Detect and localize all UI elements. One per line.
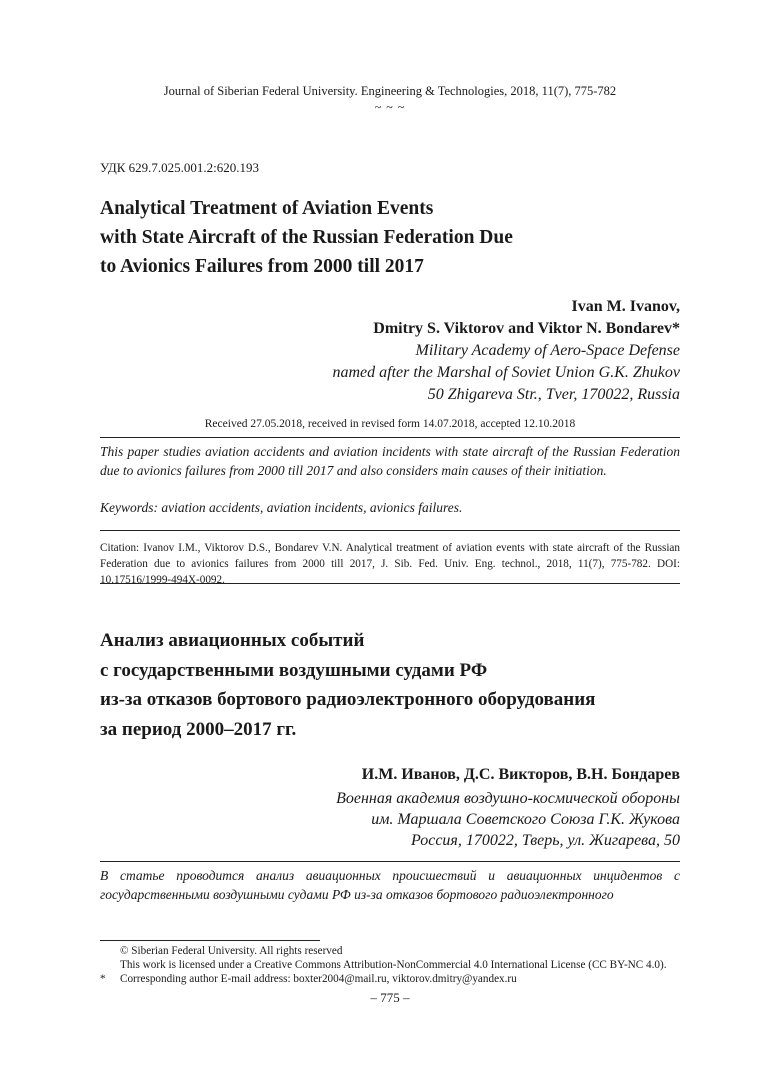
journal-header: Journal of Siberian Federal University. Engineering & Technologies, 2018, 11(7), 775-782 <box>163 84 617 98</box>
copyright-note: © Siberian Federal University. All rights reserved <box>120 945 343 957</box>
affiliation-line: named after the Marshal of Soviet Union G.K. Zhukov <box>332 364 680 381</box>
affiliation-en <box>332 340 680 406</box>
corresponding-note: Corresponding author E-mail address: boxter2004@mail.ru, viktorov.dmitry@yandex.ru <box>120 973 517 985</box>
affiliation-line: им. Маршала Советского Союза Г.К. Жукова <box>371 811 680 828</box>
title-ru <box>100 626 595 744</box>
authors-en <box>373 296 680 340</box>
affiliation-line: Военная академия воздушно-космической обороны <box>336 790 680 807</box>
keywords-en: Keywords: aviation accidents, aviation incidents, avionics failures. <box>100 500 463 515</box>
header-ornament: ~ ~ ~ <box>374 100 406 114</box>
page-number: – 775 – <box>370 990 410 1005</box>
divider <box>100 583 680 584</box>
divider <box>100 530 680 531</box>
affiliation-ru <box>336 788 680 851</box>
footnote-separator <box>100 940 320 941</box>
divider <box>100 437 680 438</box>
affiliation-line: Military Academy of Aero-Space Defense <box>415 342 680 359</box>
author-line: Ivan M. Ivanov, <box>571 298 680 315</box>
title-ru-line: с государственными воздушными судами РФ <box>100 659 488 681</box>
abstract-ru: В статье проводится анализ авиационных происшествий и авиационных инцидентов с государственными воздушными судами РФ из-за отказов бортового радиоэлектронного <box>100 868 680 902</box>
footnote-mark: * <box>100 973 106 985</box>
received-dates: Received 27.05.2018, received in revised form 14.07.2018, accepted 12.10.2018 <box>204 418 576 430</box>
citation: Citation: Ivanov I.M., Viktorov D.S., Bondarev V.N. Analytical treatment of aviation events with state aircraft of the Russian Federation due to avionics failures from 2000 till 2017, J. Sib. Fed. Univ. Eng. technol., 2018, 11(7), 775-782. DOI: 10.17516/1999-494X-0092. <box>100 542 680 586</box>
authors-ru: И.М. Иванов, Д.С. Викторов, В.Н. Бондарев <box>361 766 680 783</box>
title-ru-line: из-за отказов бортового радиоэлектронного оборудования <box>100 689 596 710</box>
udk-code: УДК 629.7.025.001.2:620.193 <box>100 160 260 175</box>
abstract-en: This paper studies aviation accidents and aviation incidents with state aircraft of the Russian Federation due to avionics failures from 2000 till 2017 and also considers main causes of their initiation. <box>100 444 680 478</box>
footnotes <box>100 944 667 986</box>
title-en-line: Analytical Treatment of Aviation Events <box>100 198 434 219</box>
affiliation-line: 50 Zhigareva Str., Tver, 170022, Russia <box>427 386 680 403</box>
license-note: This work is licensed under a Creative Commons Attribution-NonCommercial 4.0 International License (CC BY-NC 4.0). <box>120 959 667 971</box>
title-en-line: to Avionics Failures from 2000 till 2017 <box>100 256 424 277</box>
author-line: Dmitry S. Viktorov and Viktor N. Bondarev* <box>373 320 680 337</box>
title-en <box>100 194 513 281</box>
title-en-line: with State Aircraft of the Russian Federation Due <box>100 227 513 248</box>
title-ru-line: за период 2000–2017 гг. <box>100 718 297 740</box>
divider <box>100 861 680 862</box>
title-ru-line: Анализ авиационных событий <box>100 630 365 651</box>
affiliation-line: Россия, 170022, Тверь, ул. Жигарева, 50 <box>411 832 680 849</box>
